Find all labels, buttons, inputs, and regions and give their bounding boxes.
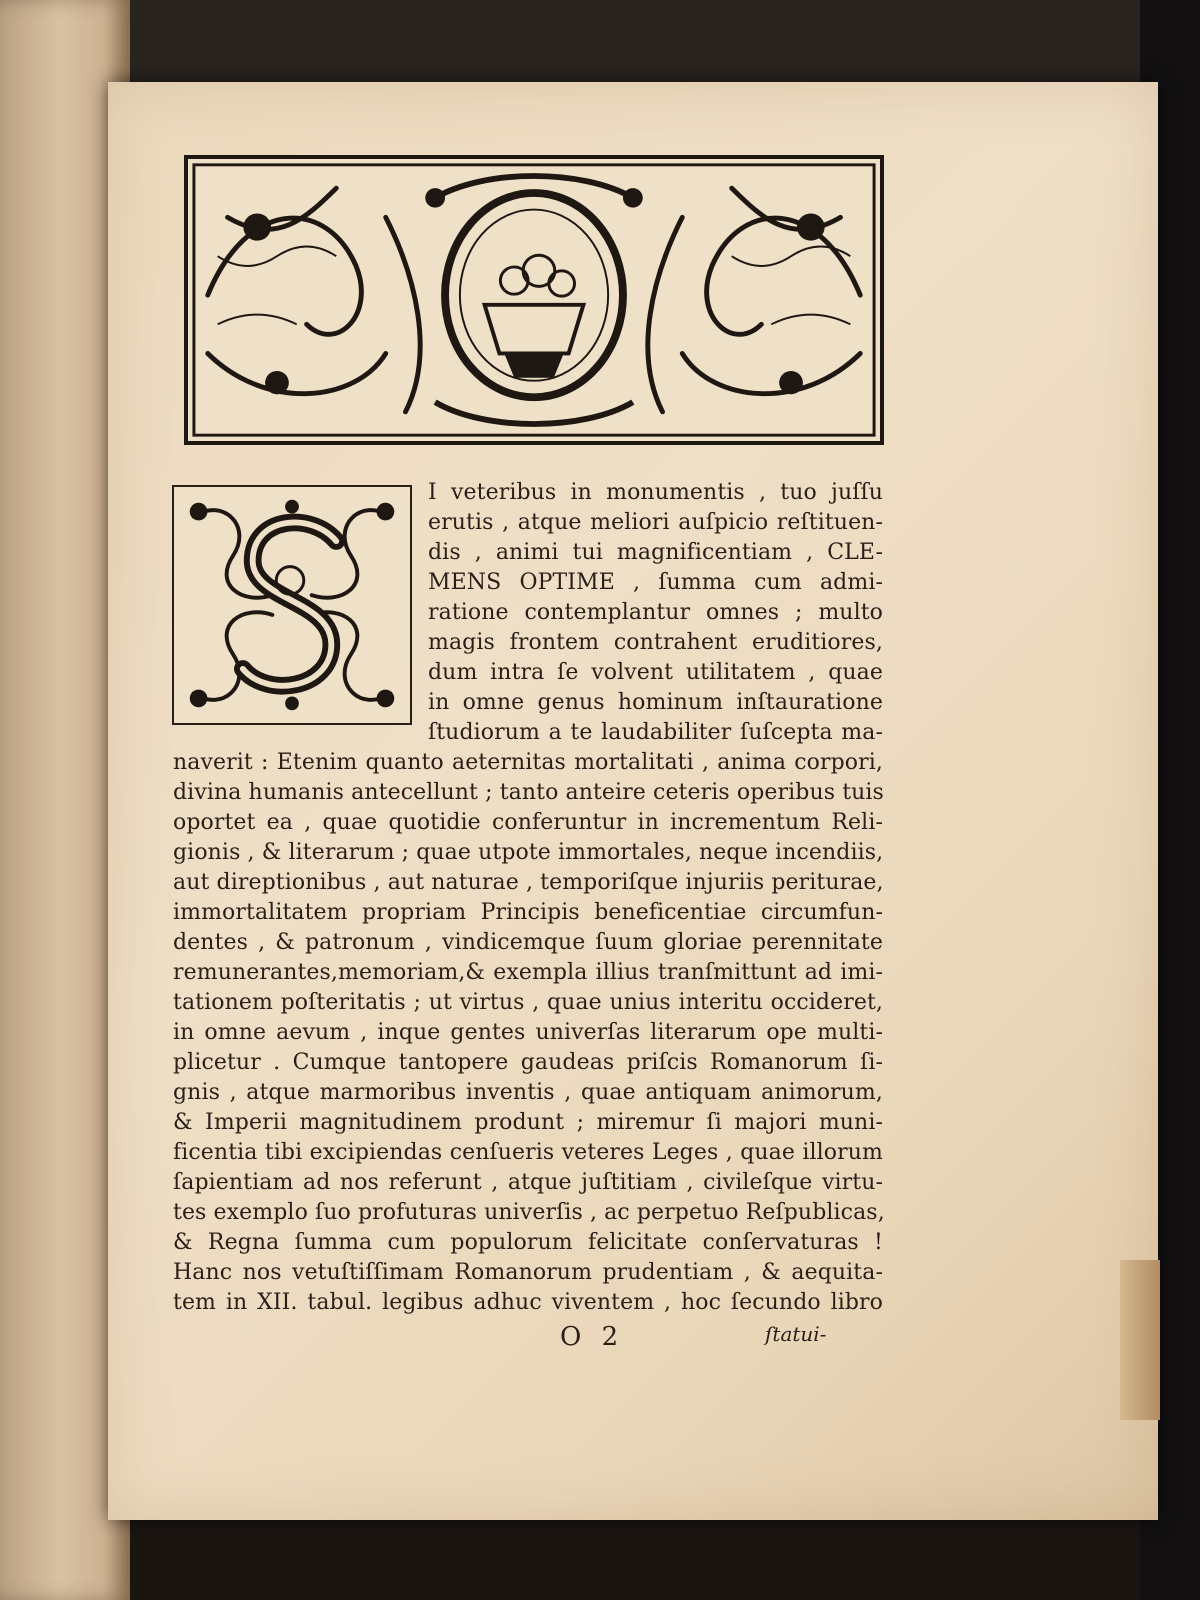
text-line-19: in omne aevum , inque gentes univerſas literarum ope multi-	[173, 1020, 883, 1045]
text-line-17: remunerantes,memoriam,& exempla illius tranſmittunt ad imi-	[173, 960, 883, 985]
text-line-3: dis , animi tui magnificentiam , CLE-	[428, 540, 883, 565]
text-line-27: Hanc nos vetuſtiſſimam Romanorum prudentiam , & aequita-	[173, 1260, 883, 1285]
text-line-22: & Imperii magnitudinem produnt ; miremur ſi majori muni-	[173, 1110, 883, 1135]
text-line-13: gionis , & literarum ; quae utpote immortales, neque incendiis,	[173, 840, 884, 865]
text-line-18: tationem poſteritatis ; ut virtus , quae unius interitu occideret,	[173, 990, 883, 1015]
text-line-4: MENS OPTIME , ſumma cum admi-	[428, 570, 883, 595]
text-line-20: plicetur . Cumque tantopere gaudeas priſcis Romanorum ſi-	[173, 1050, 883, 1075]
text-line-6: magis frontem contrahent eruditiores,	[428, 630, 883, 655]
decorated-initial-s	[172, 485, 412, 725]
text-line-26: & Regna ſumma cum populorum felicitate conſervaturas !	[173, 1230, 883, 1255]
text-line-25: tes exemplo ſuo profuturas univerſis , ac perpetuo Reſpublicas,	[173, 1200, 885, 1225]
text-line-24: ſapientiam ad nos referunt , atque juſtitiam , civileſque virtu-	[173, 1170, 883, 1195]
catchword: ſtatui-	[765, 1322, 827, 1346]
signature-mark: O 2	[560, 1322, 625, 1352]
woodcut-headpiece	[184, 155, 884, 445]
text-line-21: gnis , atque marmoribus inventis , quae antiquam animorum,	[173, 1080, 883, 1105]
text-line-28: tem in XII. tabul. legibus adhuc viventem , hoc ſecundo libro	[173, 1290, 883, 1315]
text-line-23: ficentia tibi excipiendas cenſueris veteres Leges , quae illorum	[173, 1140, 883, 1165]
text-line-15: immortalitatem propriam Principis beneficentiae circumfun-	[173, 900, 883, 925]
text-line-16: dentes , & patronum , vindicemque ſuum gloriae perennitate	[173, 930, 883, 955]
text-line-1: I veteribus in monumentis , tuo juſſu	[428, 480, 883, 505]
text-line-5: ratione contemplantur omnes ; multo	[428, 600, 883, 625]
text-line-7: dum intra ſe volvent utilitatem , quae	[428, 660, 883, 685]
text-line-14: aut direptionibus , aut naturae , temporiſque injuriis periturae,	[173, 870, 884, 895]
text-line-8: in omne genus hominum inſtauratione	[428, 690, 883, 715]
text-line-9: ſtudiorum a te laudabiliter ſuſcepta ma-	[428, 720, 883, 745]
text-line-2: erutis , atque meliori auſpicio reſtituen-	[428, 510, 883, 535]
text-line-11: divina humanis antecellunt ; tanto anteire ceteris operibus tuis	[173, 780, 884, 805]
initial-ornament	[174, 487, 410, 723]
page-fore-edge	[1120, 1260, 1160, 1420]
headpiece-ornament	[188, 159, 880, 441]
backdrop	[0, 0, 1200, 85]
text-line-10: naverit : Etenim quanto aeternitas mortalitati , anima corpori,	[173, 750, 883, 775]
text-line-12: oportet ea , quae quotidie conferuntur in incrementum Reli-	[173, 810, 883, 835]
